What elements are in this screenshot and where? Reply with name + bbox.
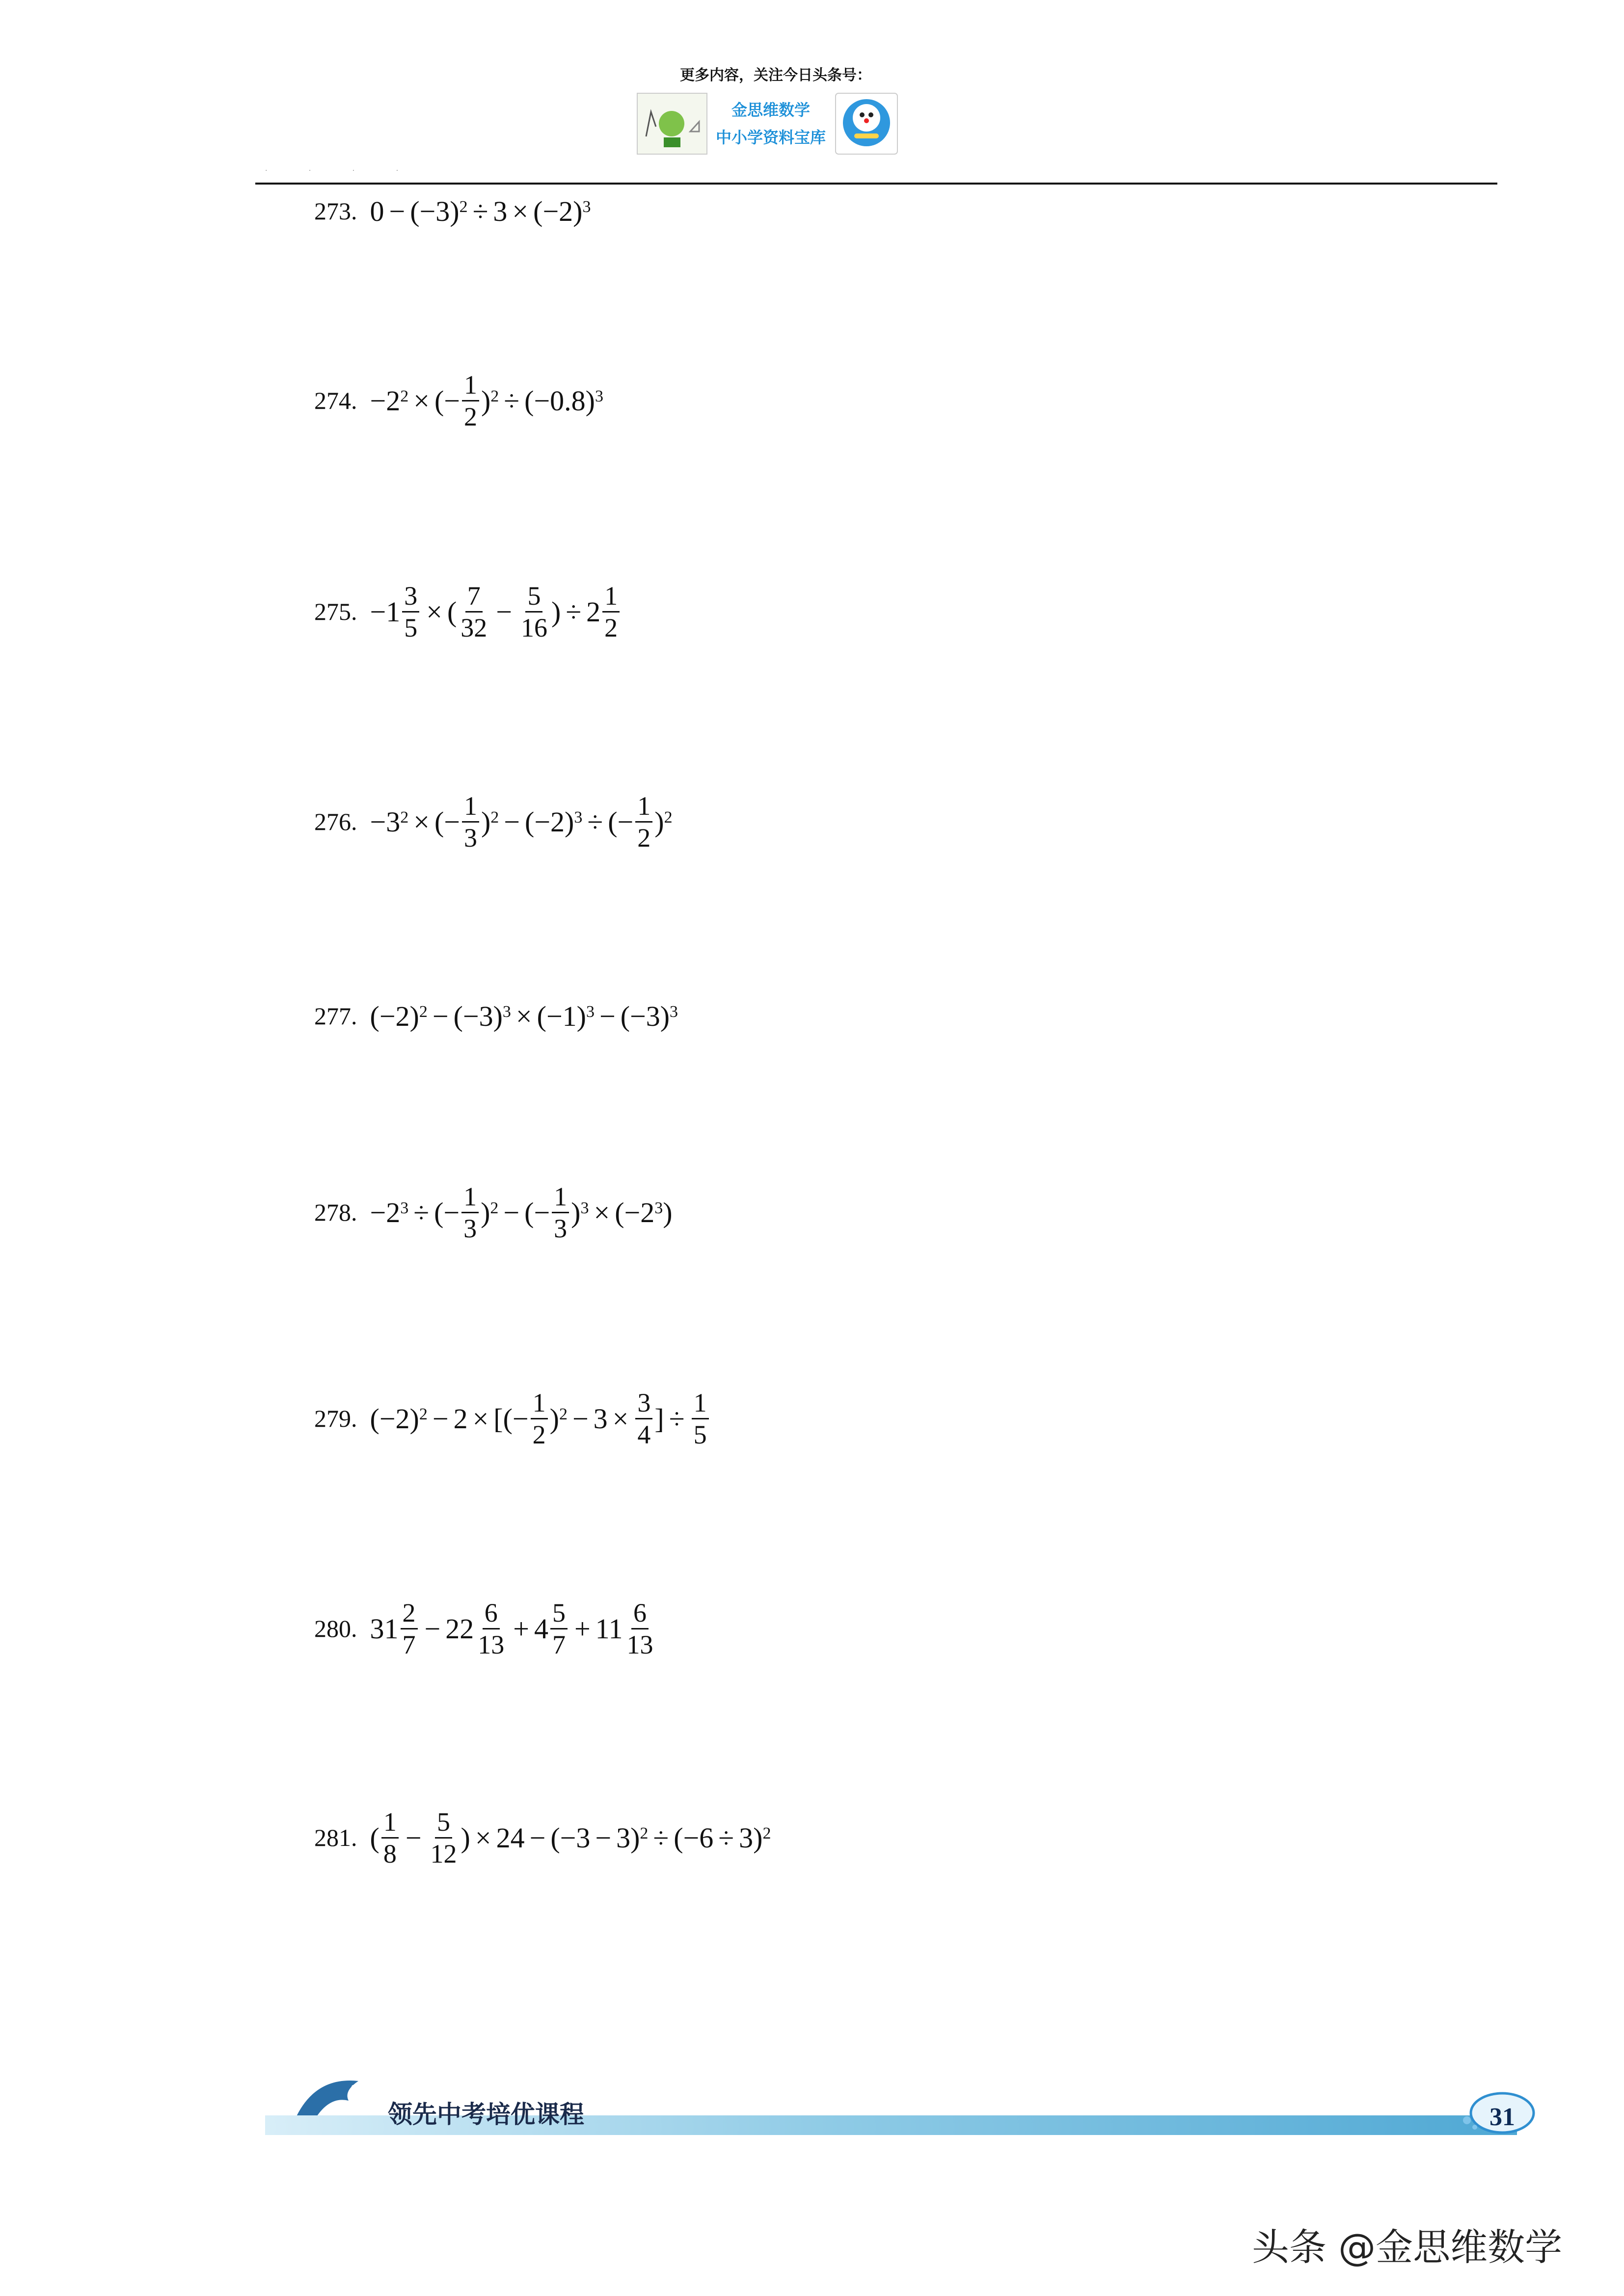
expression: 31 $\frac{2}{7}$ − 22 $\frac{6}{13}$ + 4 $\frac{5}{7}$ + 11 $\frac{6}{13}$	[370, 1598, 653, 1659]
header-dots: · · · ·	[265, 167, 418, 175]
header-title: 更多内容，关注今日头条号：	[680, 67, 871, 84]
watermark: 头条 @金思维数学	[1252, 2225, 1563, 2269]
expression: −2 $^2$ × (− $\frac{1}{2}$ ) $^2$ ÷ (−0.8) $^3$	[370, 370, 603, 431]
expression: −3 $^2$ × (− $\frac{1}{3}$ ) $^2$ − (−2) $^3$ ÷ (− $\frac{1}{2}$ ) $^2$	[370, 791, 673, 853]
expression: −1 $\frac{3}{5}$ × ( $\frac{7}{32}$ − $\frac{5}{16}$ ) ÷ 2 $\frac{1}{2}$	[370, 581, 622, 643]
problem-277	[314, 972, 678, 1060]
brand-name	[710, 96, 832, 151]
problem-274	[314, 356, 603, 445]
problem-number: 273.	[314, 197, 357, 225]
course-title: 领先中考培优课程	[388, 2100, 584, 2129]
page-footer	[255, 2066, 1532, 2145]
expression: 0 − (−3) $^2$ ÷ 3 × (−2) $^3$	[370, 195, 591, 227]
problem-number: 275.	[314, 598, 357, 625]
problem-number: 277.	[314, 1002, 357, 1030]
expression: (−2) $^2$ − (−3) $^3$ × (−1) $^3$ − (−3) $^3$	[370, 1000, 678, 1032]
brand-line-1: 金思维数学	[731, 101, 810, 119]
expression: −2 $^3$ ÷ (− $\frac{1}{3}$ ) $^2$ − (− $\frac{1}{3}$ ) $^3$ × (−2 $^3$ )	[370, 1181, 673, 1243]
brand-line-2: 中小学资料宝库	[715, 128, 826, 147]
problem-280	[314, 1584, 657, 1673]
problem-number: 280.	[314, 1615, 357, 1642]
problem-number: 279.	[314, 1405, 357, 1432]
problem-276	[314, 777, 673, 866]
expression: (−2) $^2$ − 2 × [(− $\frac{1}{2}$ ) $^2$ − 3 × $\frac{3}{4}$ ] ÷ $\frac{1}{5}$	[370, 1388, 711, 1450]
problem-279	[314, 1374, 711, 1463]
page-header	[0, 0, 1624, 187]
page-number: 31	[1489, 2103, 1515, 2131]
problem-281	[314, 1793, 771, 1882]
problem-275	[314, 567, 622, 656]
problem-number: 278.	[314, 1199, 357, 1226]
math-logo-icon	[636, 92, 708, 155]
problem-number: 274.	[314, 387, 357, 414]
problem-number: 276.	[314, 808, 357, 835]
expression: ( $\frac{1}{8}$ − $\frac{5}{12}$ ) × 24 − (−3 − 3) $^2$ ÷ (−6 ÷ 3) $^2$	[370, 1807, 771, 1869]
problem-number: 281.	[314, 1824, 357, 1851]
problem-278	[314, 1168, 673, 1256]
problem-273	[314, 167, 591, 255]
robot-mascot-icon	[835, 92, 898, 155]
